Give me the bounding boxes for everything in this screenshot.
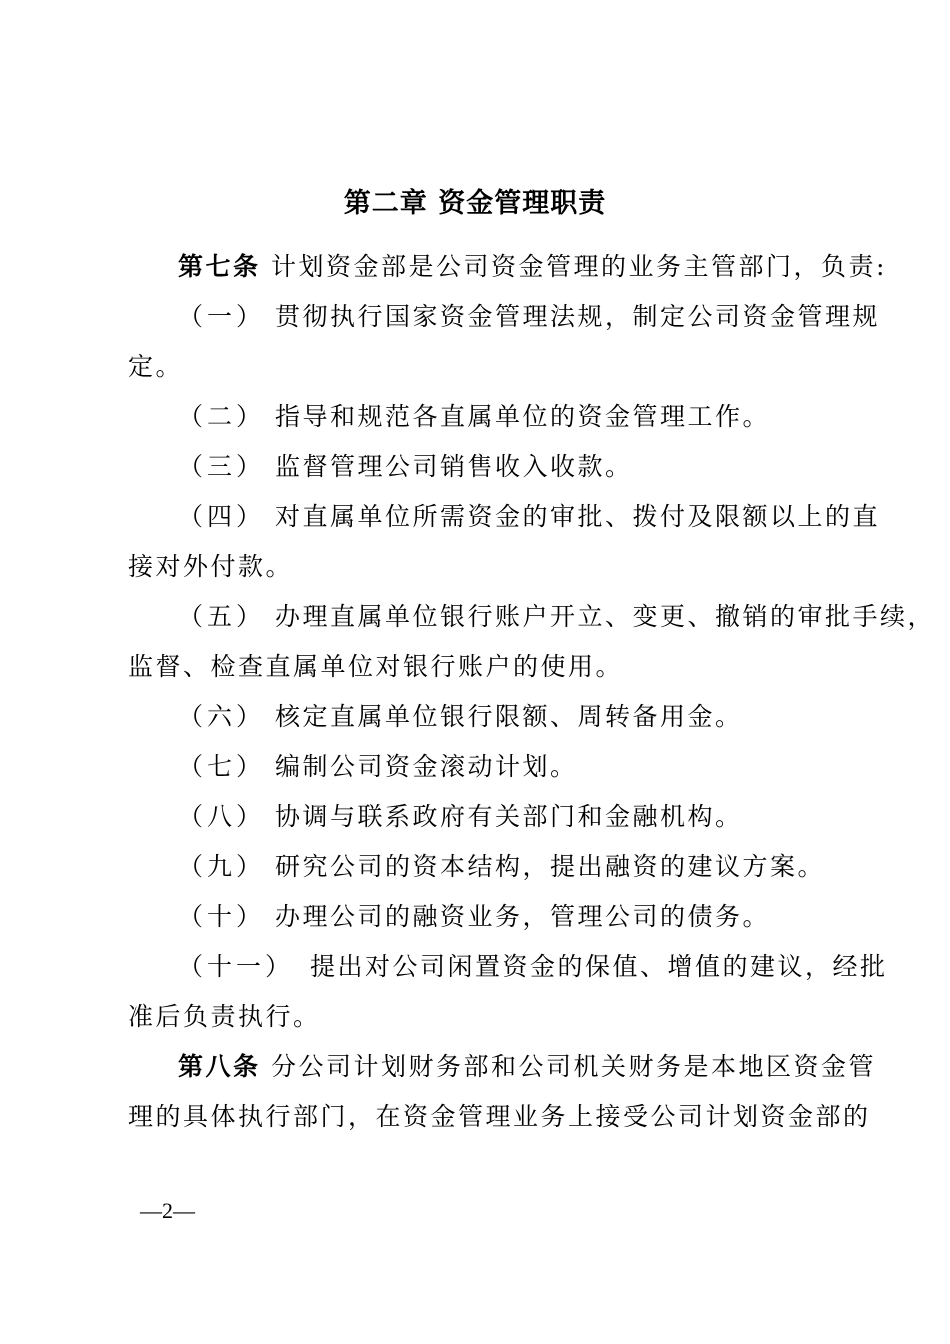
item-number: （八） (178, 802, 266, 831)
item-number: （二） (178, 402, 266, 431)
list-item (178, 597, 936, 637)
item-text: 指导和规范各直属单位的资金管理工作。 (275, 402, 771, 431)
list-item (178, 747, 890, 787)
item-number: （七） (178, 752, 266, 781)
list-item (178, 797, 890, 837)
item-number: （三） (178, 452, 266, 481)
item-number: （十一） (178, 952, 295, 981)
item-continuation: 监督、检查直属单位对银行账户的使用。 (128, 652, 624, 681)
list-item (178, 447, 890, 487)
article-8-continuation: 理的具体执行部门，在资金管理业务上接受公司计划资金部的 (128, 1102, 871, 1131)
item-text: 对直属单位所需资金的审批、拨付及限额以上的直 (275, 502, 881, 531)
item-text: 协调与联系政府有关部门和金融机构。 (275, 802, 743, 831)
article-7-intro-text: 计划资金部是公司资金管理的业务主管部门，负责: (270, 252, 887, 281)
item-text: 研究公司的资本结构，提出融资的建议方案。 (275, 852, 826, 881)
article-7-intro (178, 247, 890, 287)
item-text: 监督管理公司销售收入收款。 (275, 452, 633, 481)
item-text: 贯彻执行国家资金管理法规，制定公司资金管理规 (275, 302, 881, 331)
item-text: 提出对公司闲置资金的保值、增值的建议，经批 (310, 952, 888, 981)
item-number: （九） (178, 852, 266, 881)
item-continuation: 接对外付款。 (128, 552, 294, 581)
article-8-label: 第八条 (178, 1052, 261, 1081)
item-number: （四） (178, 502, 266, 531)
item-text: 核定直属单位银行限额、周转备用金。 (275, 702, 743, 731)
page-number: —2— (140, 1198, 195, 1223)
list-item (178, 897, 890, 937)
item-text: 办理直属单位银行账户开立、变更、撤销的审批手续， (275, 602, 936, 631)
article-8-text: 分公司计划财务部和公司机关财务是本地区资金管 (270, 1052, 876, 1081)
item-continuation: 准后负责执行。 (128, 1002, 321, 1031)
article-7-label: 第七条 (178, 252, 261, 281)
item-text: 编制公司资金滚动计划。 (275, 752, 578, 781)
item-text: 办理公司的融资业务，管理公司的债务。 (275, 902, 771, 931)
list-item (178, 847, 890, 887)
article-8-intro (178, 1047, 890, 1087)
list-item (178, 497, 890, 537)
list-item (178, 697, 890, 737)
item-number: （十） (178, 902, 266, 931)
item-number: （六） (178, 702, 266, 731)
list-item (178, 397, 890, 437)
item-number: （一） (178, 302, 266, 331)
list-item (178, 297, 890, 337)
chapter-title: 第二章 资金管理职责 (343, 188, 607, 219)
item-number: （五） (178, 602, 266, 631)
item-continuation: 定。 (128, 352, 184, 381)
list-item (178, 947, 890, 987)
